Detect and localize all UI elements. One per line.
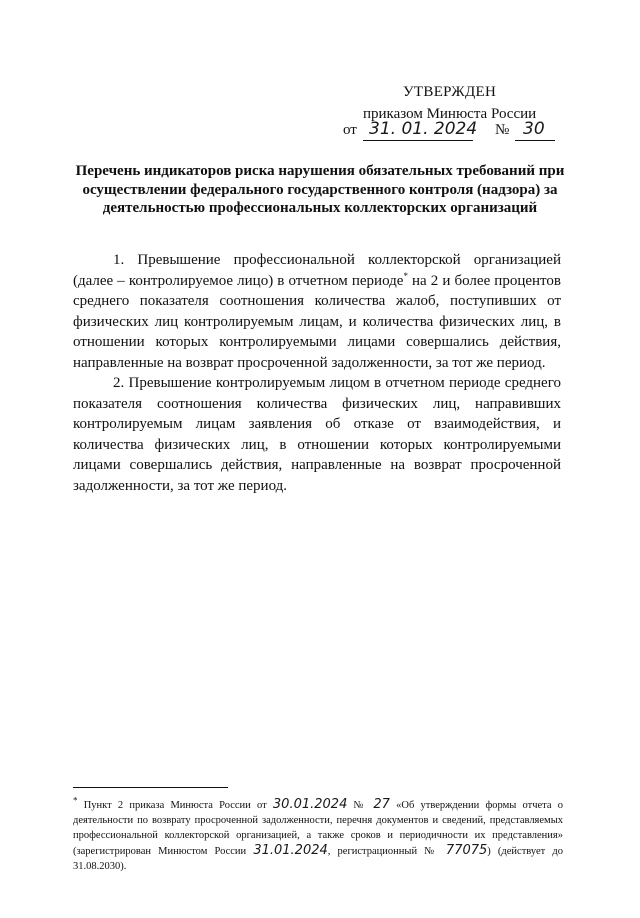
- handwritten-date: 31. 01. 2024: [369, 119, 478, 139]
- handwritten-footnote-date-2: 31.01.2024: [253, 843, 328, 858]
- handwritten-number: 30: [523, 119, 545, 139]
- approval-title: УТВЕРЖДЕН: [403, 84, 497, 100]
- paragraph-1: [73, 250, 561, 373]
- paragraph-1-text: 1. Превышение профессиональной коллекторской организацией (далее – контролируемое лицо) в отчетном периоде: [73, 252, 561, 289]
- footnote-text: Пункт 2 приказа Минюста России от: [77, 800, 273, 811]
- footnote-reference-mark: *: [403, 270, 408, 281]
- footnote-text: , регистрационный №: [327, 846, 446, 857]
- handwritten-registration-number: 77075: [445, 843, 488, 858]
- footnote-text: «Об утверждении формы отчета о деятельности по возврату просроченной задолженности, перечня документов и сведений, представляемых профессиональной коллекторской организацией, а также сроков и периодичности их представления» (зарегистрирован Минюстом России: [73, 800, 563, 857]
- footnote: [73, 797, 563, 874]
- footnote-text: ) (действует до 31.08.2030).: [73, 846, 564, 872]
- document-body: [73, 250, 561, 496]
- footnote-mark: *: [73, 795, 78, 806]
- approval-order-line: приказом Минюста России: [363, 106, 537, 122]
- handwritten-footnote-date-1: 30.01.2024: [272, 797, 348, 812]
- approval-date-number-line: [343, 119, 583, 146]
- footnote-divider: [73, 787, 228, 788]
- document-title: Перечень индикаторов риска нарушения обязательных требований при осуществлении федерального государственного контроля (надзора) за деятельностью профессиональных коллекторских организаций: [75, 163, 565, 216]
- paragraph-1-text-cont: на 2 и более процентов среднего показателя соотношения количества жалоб, поступивших от физических лиц контролируемым лицам, и количества физических лиц, в отношении которых контролируемыми лицами совершались действия, направленные на возврат просроченной задолженности, за тот же период.: [73, 272, 561, 371]
- number-underline: [515, 140, 555, 141]
- handwritten-footnote-number: 27: [373, 797, 390, 812]
- footnote-text: №: [347, 800, 374, 811]
- date-underline: [363, 140, 473, 141]
- date-prefix: от: [343, 122, 357, 138]
- paragraph-2: 2. Превышение контролируемым лицом в отчетном периоде среднего показателя соотношения количества физических лиц, направивших контролируемым лицам заявления об отказе от взаимодействия, и количества физических лиц, в отношении которых контролируемыми лицами совершались действия, направленные на возврат просроченной задолженности, за тот же период.: [73, 375, 561, 494]
- number-prefix: №: [495, 122, 510, 138]
